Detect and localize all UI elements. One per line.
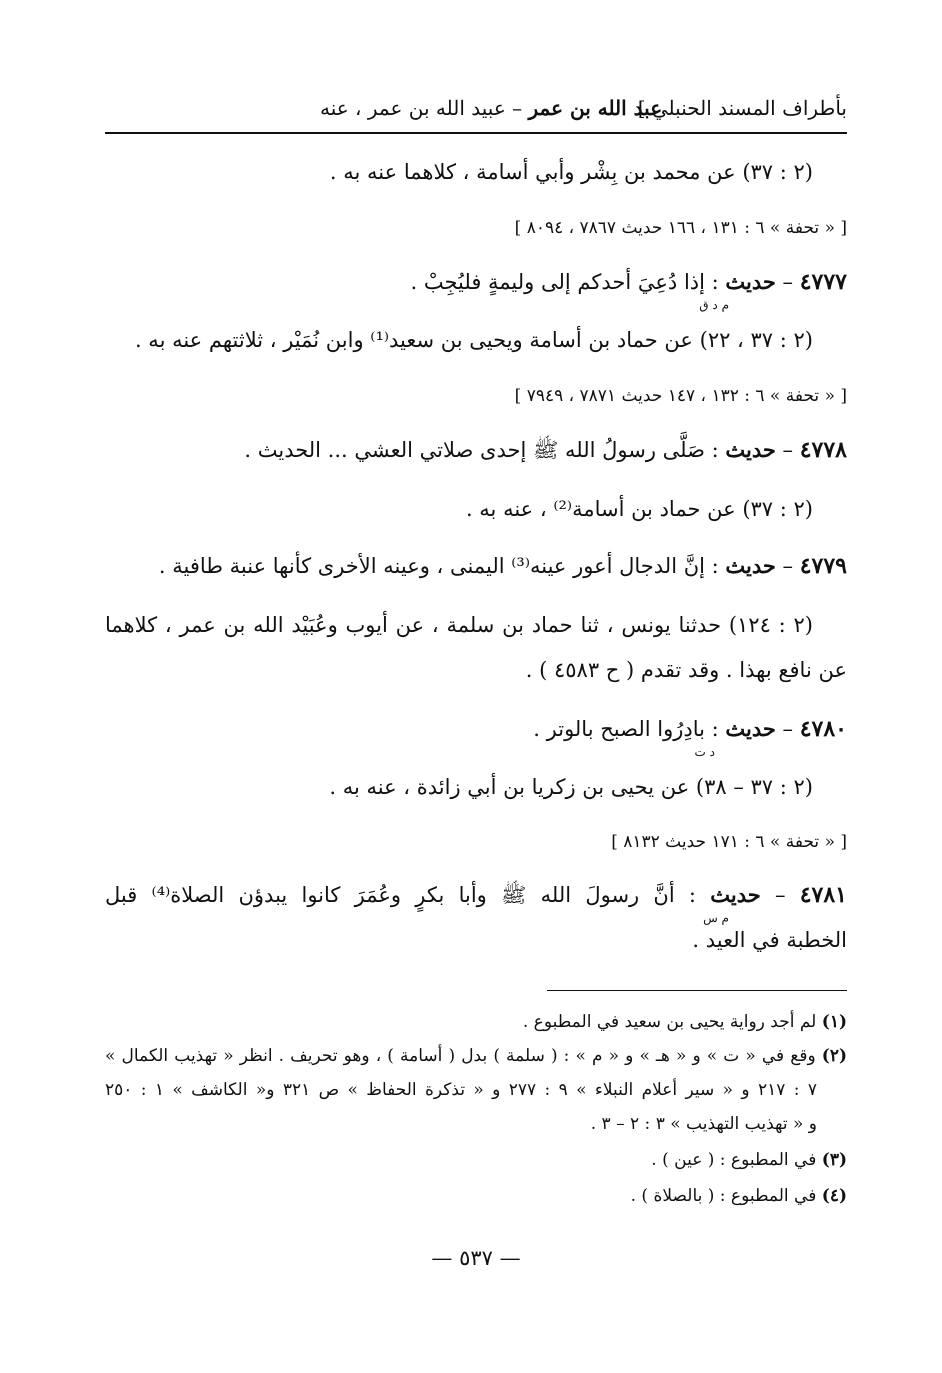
footnote-3 [105,1150,847,1170]
page [105,0,847,1373]
hadith-label: حديث [725,553,776,578]
hadith-number: ٤٧٨٠ [799,716,847,742]
text-line: (٢ : ٣٧ – ٣٨) عن يحيى بن زكريا بن أبي زائدة ، عنه به . [329,775,813,799]
footnote-number: (٤) [821,1186,847,1206]
header-section-bold: عبد الله بن عمر [528,96,663,120]
hadith-4781: ٤٧٨١ – حديث : أنَّ رسولَ الله ﷺ وأبا بكرٍ وعُمَرَ كانوا يبدؤن الصلاة⁽⁴⁾ قبل [105,882,847,908]
hadith-4780: ٤٧٨٠ – حديث : بادِرُوا الصبح بالوتر . [533,716,847,742]
tuhfa-reference: [ « تحفة » ٦ : ١٣١ ، ١٦٦ حديث ٧٨٦٧ ، ٨٠٩٤ ] [514,218,847,238]
header-section [320,96,662,120]
hadith-label: حديث [725,437,776,462]
tuhfa-reference: [ « تحفة » ٦ : ١٣٢ ، ١٤٧ حديث ٧٨٧١ ، ٧٩٤٩ ] [514,386,847,406]
hadith-number: ٤٧٧٩ [799,553,847,579]
hadith-text: : بادِرُوا الصبح بالوتر . [533,717,726,741]
hadith-number: ٤٧٧٨ [799,437,847,463]
header-book-title: بأطراف المسند الحنبلي ] [637,96,847,120]
source-code: م د ق [699,298,729,312]
hadith-text: : صَلَّى رسولُ الله ﷺ إحدى صلاتي العشي ... الحديث . [244,438,726,462]
hadith-4778: ٤٧٧٨ – حديث : صَلَّى رسولُ الله ﷺ إحدى صلاتي العشي ... الحديث . [244,437,847,463]
text-line: (٢ : ٣٧) عن محمد بن بِشْر وأبي أسامة ، كلاهما عنه به . [329,160,813,184]
hadith-label: حديث [725,716,776,741]
hadith-4779: ٤٧٧٩ – حديث : إنَّ الدجال أعور عينه⁽³⁾ اليمنى ، وعينه الأخرى كأنها عنبة طافية . [158,553,847,579]
hadith-text: : إنَّ الدجال أعور عينه⁽³⁾ اليمنى ، وعينه الأخرى كأنها عنبة طافية . [158,554,726,578]
text-line: (٢ : ١٢٤) حدثنا يونس ، ثنا حماد بن سلمة ، عن أيوب وعُبَيْد الله بن عمر ، كلاهما [105,613,813,637]
text-line: الخطبة في العيد . [692,928,847,952]
footnote-divider [547,990,847,991]
tuhfa-reference: [ « تحفة » ٦ : ١٧١ حديث ٨١٣٢ ] [611,832,847,852]
running-header [105,92,847,134]
footnote-number: (٣) [821,1150,847,1170]
footnote-number: (١) [821,1012,847,1032]
hadith-text: : إذا دُعِيَ أحدكم إلى وليمةٍ فليُجِبْ . [410,270,726,294]
hadith-label: حديث [710,882,761,907]
footnote-text: لم أجد رواية يحيى بن سعيد في المطبوع . [522,1012,822,1032]
text-line: (٢ : ٣٧ ، ٢٢) عن حماد بن أسامة ويحيى بن سعيد⁽¹⁾ وابن نُمَيْر ، ثلاثتهم عنه به . [134,328,813,352]
source-code: د ت [694,745,715,759]
hadith-label: حديث [725,269,776,294]
footnote-1 [105,1012,847,1032]
hadith-text: : أنَّ رسولَ الله ﷺ وأبا بكرٍ وعُمَرَ كانوا يبدؤن الصلاة⁽⁴⁾ قبل [105,883,711,907]
footnote-2-cont: و « تهذيب التهذيب » ٣ : ٢ – ٣ . [590,1114,817,1134]
hadith-number: ٤٧٧٧ [799,269,847,295]
footnote-number: (٢) [821,1046,847,1066]
header-section-rest: – عبيد الله بن عمر ، عنه [320,96,529,120]
footnote-text: في المطبوع : ( عين ) . [651,1150,822,1170]
footnote-text: وقع في « ت » و « هـ » و « م » : ( سلمة ) بدل ( أسامة ) ، وهو تحريف . انظر « تهذيب الكمال » [105,1046,822,1066]
footnote-2 [105,1046,847,1066]
page-number: — ٥٣٧ — [431,1246,521,1270]
hadith-number: ٤٧٨١ [799,882,847,908]
footnote-text: في المطبوع : ( بالصلاة ) . [630,1186,822,1206]
source-code: م س [703,911,729,925]
text-line: (٢ : ٣٧) عن حماد بن أسامة⁽²⁾ ، عنه به . [465,497,813,521]
footnote-2-cont: ٧ : ٢١٧ و « سير أعلام النبلاء » ٩ : ٢٧٧ و « تذكرة الحفاظ » ص ٣٢١ و« الكاشف » ١ : ٢٥٠ [105,1080,817,1100]
text-line: عن نافع بهذا . وقد تقدم ( ح ٤٥٨٣ ) . [525,658,847,682]
hadith-4777: ٤٧٧٧ – حديث : إذا دُعِيَ أحدكم إلى وليمةٍ فليُجِبْ . [410,269,847,295]
footnote-4 [105,1186,847,1206]
